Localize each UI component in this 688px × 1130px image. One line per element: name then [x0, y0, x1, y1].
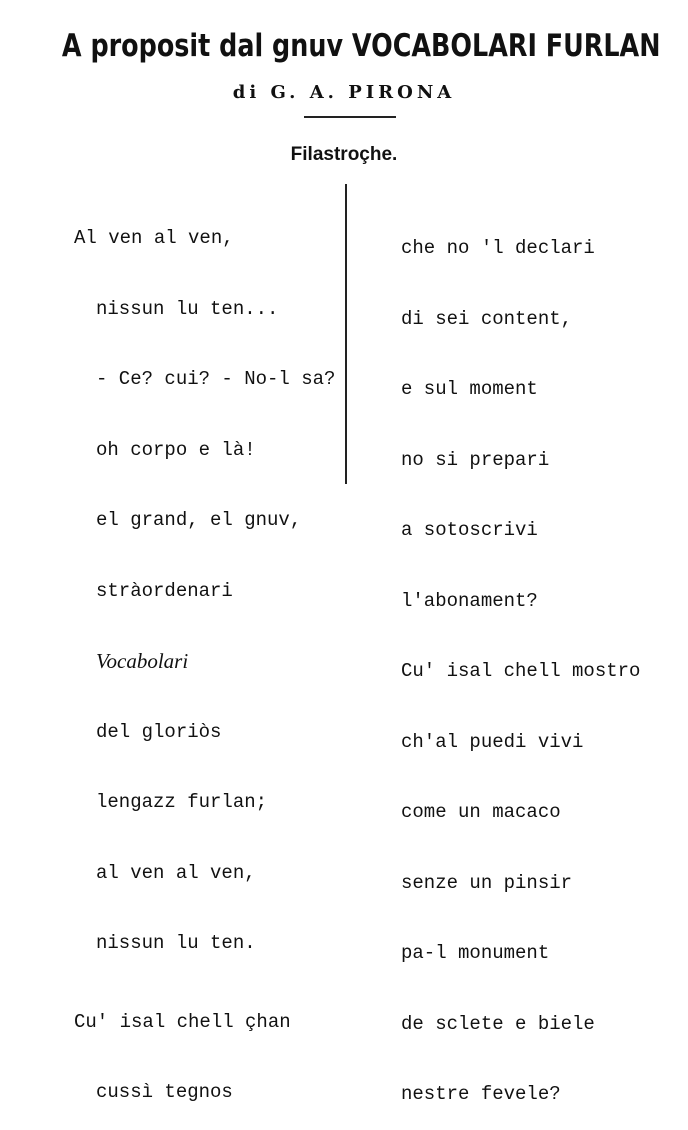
- poem-line: stràordenari: [96, 579, 233, 602]
- poem-line: ch'al puedi vivi: [401, 730, 584, 753]
- poem-line: al ven al ven,: [96, 861, 256, 884]
- poem-line: el grand, el gnuv,: [96, 509, 302, 531]
- poem-line: cussì tegnos: [96, 1081, 233, 1103]
- poem-line: oh corpo e là!: [96, 438, 256, 461]
- poem-line: nissun lu ten...: [96, 297, 279, 320]
- author-byline: di G. A. PIRONA: [232, 82, 456, 103]
- poem-line: e sul moment: [401, 378, 538, 400]
- poem-line: de sclete e biele: [401, 1012, 595, 1035]
- poem-line: l'abonament?: [401, 589, 538, 612]
- poem-line: pa-l monument: [401, 942, 550, 964]
- poem-subtitle: Filastroçhe.: [290, 144, 398, 165]
- poem-line: - Ce? cui? - No-l sa?: [96, 368, 336, 390]
- poem-line: del gloriòs: [96, 720, 222, 743]
- poem-line: no si prepari: [401, 448, 550, 471]
- poem-line: Cu' isal chell çhan: [74, 1010, 291, 1033]
- poem-line: a sotoscrivi: [401, 519, 538, 541]
- poem-line: Cu' isal chell mostro: [401, 660, 641, 682]
- poem-line: di sei content,: [401, 307, 573, 330]
- poem-line: Vocabolari: [96, 649, 189, 673]
- title-rule: [304, 116, 396, 118]
- poem-line: Al ven al ven,: [74, 227, 234, 249]
- poem-right-column: [401, 190, 640, 1130]
- poem-line: nissun lu ten.: [96, 932, 256, 954]
- poem-line: come un macaco: [401, 801, 561, 823]
- article-title: A proposit dal gnuv VOCABOLARI FURLAN: [61, 28, 661, 64]
- column-divider: [345, 184, 347, 484]
- poem-left-column: [74, 180, 335, 1128]
- poem-line: senze un pinsir: [401, 871, 573, 894]
- poem-line: che no 'l declari: [401, 237, 595, 259]
- poem-line: lengazz furlan;: [96, 791, 268, 813]
- poem-line: nestre fevele?: [401, 1083, 561, 1105]
